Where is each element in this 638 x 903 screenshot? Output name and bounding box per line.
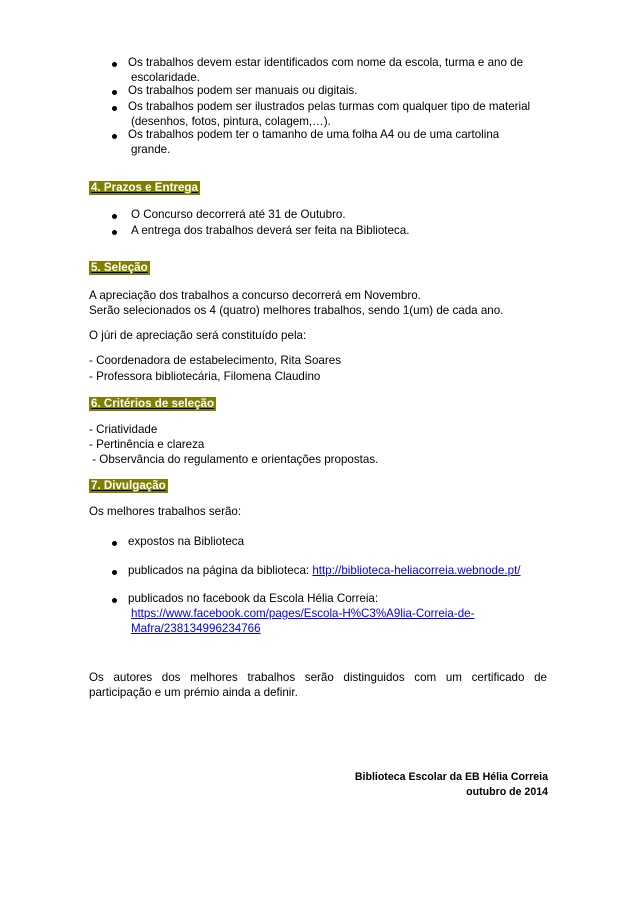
section-7-intro: Os melhores trabalhos serão: [89, 505, 242, 518]
signature-line-2: outubro de 2014 [466, 786, 548, 798]
facebook-link[interactable]: https://www.facebook.com/pages/Escola-H%C3%A9lia-Correia-de- [131, 607, 475, 620]
bullet-icon [112, 541, 117, 546]
intro-bullet-1-line2: escolaridade. [131, 71, 200, 84]
section-7-heading: 7. Divulgação [91, 479, 166, 492]
criterion-3: - Observância do regulamento e orientações propostas. [89, 453, 379, 466]
section-5-para-2: O júri de apreciação será constituído pela: [89, 329, 307, 342]
section-6-heading: 6. Critérios de seleção [91, 397, 215, 410]
bullet-icon [112, 598, 117, 603]
intro-bullet-1-line1: Os trabalhos devem estar identificados com nome da escola, turma e ano de [128, 56, 524, 69]
intro-bullet-3-line1: Os trabalhos podem ser ilustrados pelas turmas com qualquer tipo de material [128, 100, 531, 113]
facebook-link-line1 [131, 607, 474, 620]
bullet-icon [112, 214, 117, 219]
bullet-icon [112, 62, 117, 67]
divulgacao-bullet-2 [128, 564, 521, 577]
divulgacao-bullet-2-text: publicados na página da biblioteca: [128, 564, 313, 577]
section-4-bullet-1: O Concurso decorrerá até 31 de Outubro. [131, 208, 346, 221]
section-5-heading: 5. Seleção [91, 261, 148, 274]
signature-line-1: Biblioteca Escolar da EB Hélia Correia [354, 771, 548, 783]
section-5-para-1-line2: Serão selecionados os 4 (quatro) melhores trabalhos, sendo 1(um) de cada ano. [89, 304, 504, 317]
facebook-link-continued[interactable]: Mafra/238134996234766 [131, 622, 261, 635]
library-website-link[interactable]: http://biblioteca-heliacorreia.webnode.pt/ [312, 564, 521, 577]
section-4-bullet-2: A entrega dos trabalhos deverá ser feita na Biblioteca. [131, 224, 410, 237]
criterion-2: - Pertinência e clareza [89, 438, 205, 451]
divulgacao-bullet-1: expostos na Biblioteca [128, 535, 245, 548]
closing-line-1: Os autores dos melhores trabalhos serão distinguidos com um certificado de [89, 671, 547, 684]
bullet-icon [112, 230, 117, 235]
section-4-heading: 4. Prazos e Entrega [91, 181, 198, 194]
bullet-icon [112, 106, 117, 111]
jury-member-1: - Coordenadora de estabelecimento, Rita Soares [89, 354, 341, 367]
criterion-1: - Criatividade [89, 423, 158, 436]
closing-line-2: participação e um prémio ainda a definir. [89, 686, 298, 699]
intro-bullet-4-line1: Os trabalhos podem ter o tamanho de uma folha A4 ou de uma cartolina [128, 128, 500, 141]
bullet-icon [112, 134, 117, 139]
facebook-link-line2 [131, 622, 261, 635]
intro-bullet-2: Os trabalhos podem ser manuais ou digitais. [128, 84, 358, 97]
divulgacao-bullet-3: publicados no facebook da Escola Hélia Correia: [128, 592, 379, 605]
bullet-icon [112, 570, 117, 575]
jury-member-2: - Professora bibliotecária, Filomena Claudino [89, 370, 321, 383]
intro-bullet-3-line2: (desenhos, fotos, pintura, colagem,…). [131, 115, 331, 128]
bullet-icon [112, 90, 117, 95]
intro-bullet-4-line2: grande. [131, 143, 171, 156]
section-5-para-1-line1: A apreciação dos trabalhos a concurso decorrerá em Novembro. [89, 289, 421, 302]
